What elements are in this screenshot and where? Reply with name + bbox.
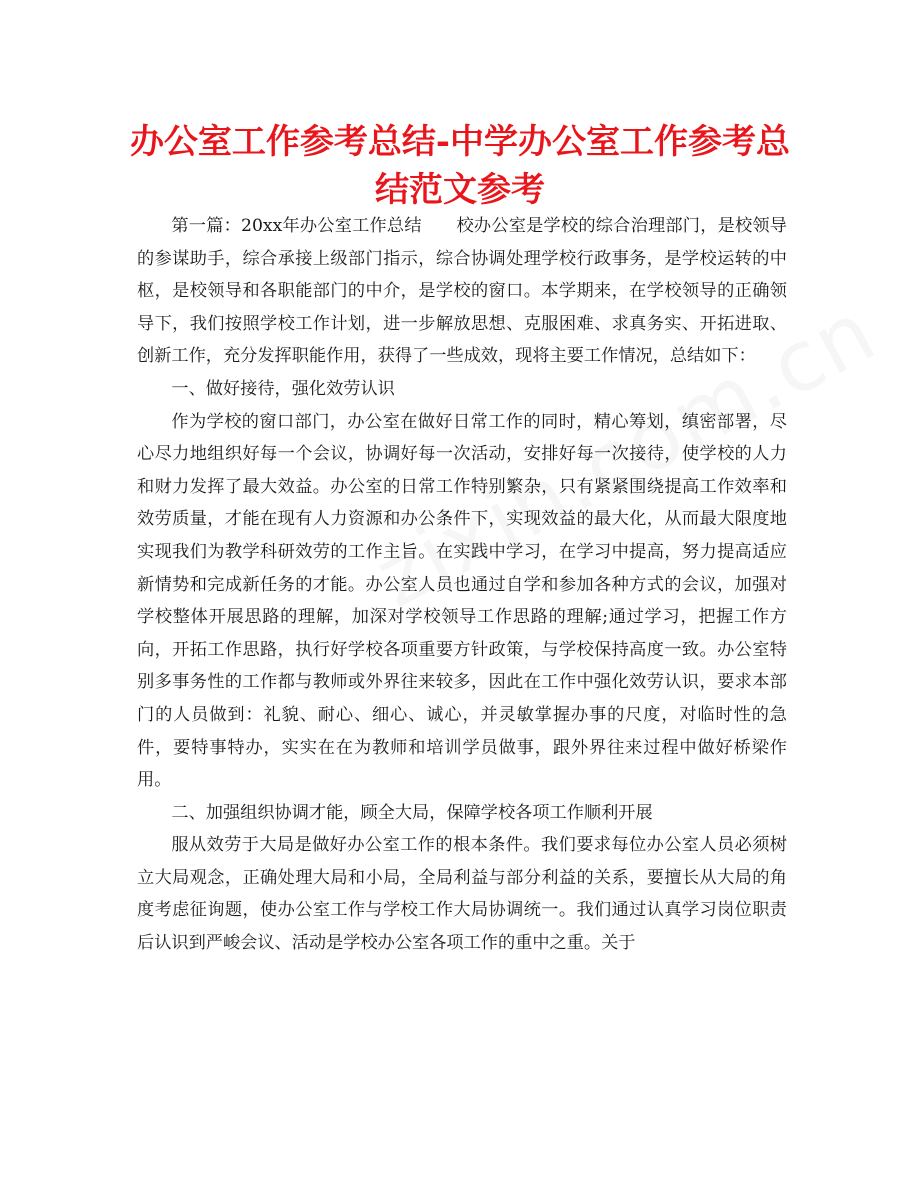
- section-heading-1: 一、做好接待，强化效劳认识: [171, 378, 395, 399]
- paragraph-section-2: 服从效劳于大局是做好办公室工作的根本条件。我们要求每位办公室人员必须树立大局观念，正确处理大局和小局，全局利益与部分利益的关系，要擅长从大局的角度考虑征询题，使办公室工作与学校工作大局协调统一。我们通过认真学习岗位职责后认识到严峻会议、活动是学校办公室各项工作的重中之重。关于: [137, 835, 787, 954]
- paragraph-section-1: 作为学校的窗口部门，办公室在做好日常工作的同时，精心筹划，缜密部署，尽心尽力地组织好每一个会议，协调好每一次活动，安排好每一次接待，使学校的人力和财力发挥了最大效益。办公室的日常工作特别繁杂，只有紧紧围绕提高工作效率和效劳质量，才能在现有人力资源和办公条件下，实现效益的最大化，从而最大限度地实现我们为教学科研效劳的工作主旨。在实践中学习，在学习中提高，努力提高适应新情势和完成新任务的才能。办公室人员也通过自学和参加各种方式的会议，加强对学校整体开展思路的理解，加深对学校领导工作思路的理解;通过学习，把握工作方向，开拓工作思路，执行好学校各项重要方针政策，与学校保持高度一致。办公室特别多事务性的工作都与教师或外界往来较多，因此在工作中强化效劳认识，要求本部门的人员做到：礼貌、耐心、细心、诚心，并灵敏掌握办事的尺度，对临时性的急件，要特事特办，实实在在为教师和培训学员做事，跟外界往来过程中做好桥梁作用。: [137, 411, 787, 791]
- document-title: 办公室工作参考总结-中学办公室工作参考总结范文参考: [129, 122, 791, 210]
- document-body: [137, 210, 787, 960]
- paragraph-intro: 第一篇：20xx年办公室工作总结 校办公室是学校的综合治理部门，是校领导的参谋助手，综合承接上级部门指示，综合协调处理学校行政事务，是学校运转的中枢，是校领导和各职能部门的中介，是学校的窗口。本学期来，在学校领导的正确领导下，我们按照学校工作计划，进一步解放思想、克服困难、求真务实、开拓进取、创新工作，充分发挥职能作用，获得了一些成效，现将主要工作情况，总结如下：: [137, 216, 787, 367]
- section-heading-2: 二、加强组织协调才能，顾全大局，保障学校各项工作顺利开展: [171, 802, 653, 823]
